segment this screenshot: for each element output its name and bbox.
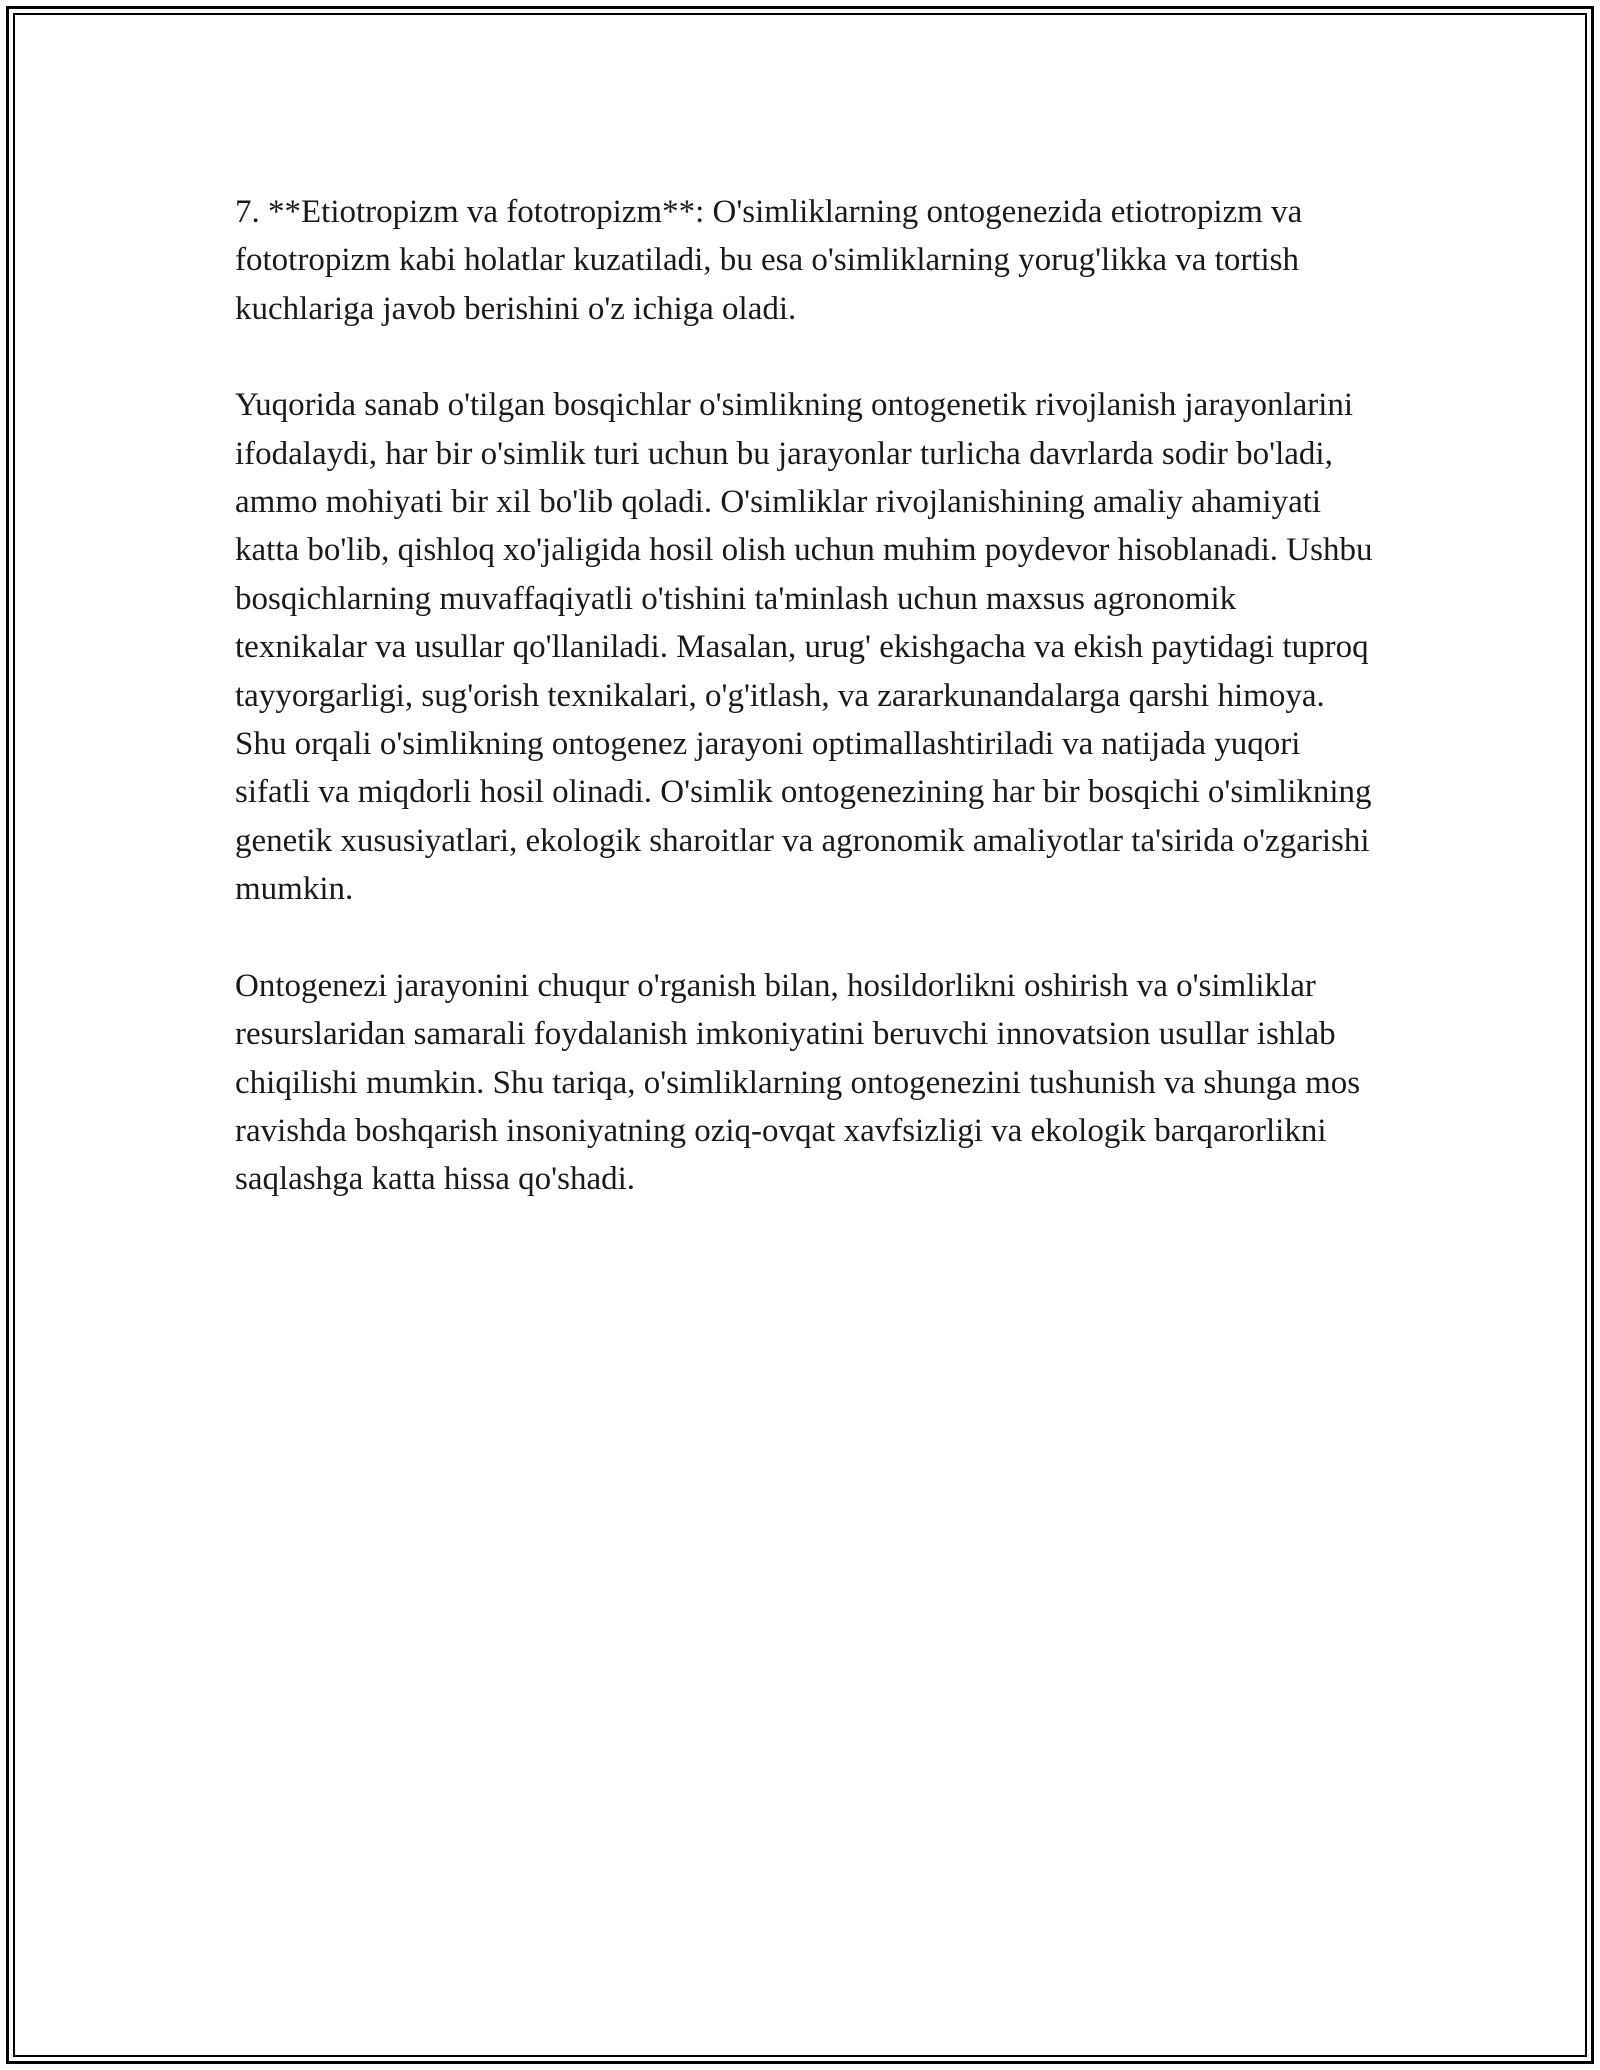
paragraph-etiotropism: 7. **Etiotropizm va fototropizm**: O'simliklarning ontogenezida etiotropizm va fototropizm kabi holatlar kuzatiladi, bu esa o'simliklarning yorug'likka va tortish kuchlariga javob berishini o'z ichiga oladi. xyxy=(235,194,1303,327)
paragraph-conclusion: Ontogenezi jarayonini chuqur o'rganish bilan, hosildorlikni oshirish va o'simliklar resurslaridan samarali foydalanish imkoniyatini beruvchi innovatsion usullar ishlab chiqilishi mumkin. Shu tariqa, o'simliklarning ontogenezini tushunish va shunga mos ravishda boshqarish insoniyatning oziq-ovqat xavfsizligi va ekologik barqarorlikni saqlashga katta hissa qo'shadi. xyxy=(235,967,1361,1198)
document-body xyxy=(235,188,1375,1252)
paragraph-stages-summary: Yuqorida sanab o'tilgan bosqichlar o'simlikning ontogenetik rivojlanish jarayonlarini ifodalaydi, har bir o'simlik turi uchun bu jarayonlar turlicha davrlarda sodir bo'ladi, ammo mohiyati bir xil bo'lib qoladi. O'simliklar rivojlanishining amaliy ahamiyati katta bo'lib, qishloq xo'jaligida hosil olish uchun muhim poydevor hisoblanadi. Ushbu bosqichlarning muvaffaqiyatli o'tishini ta'minlash uchun maxsus agronomik texnikalar va usullar qo'llaniladi. Masalan, urug' ekishgacha va ekish paytidagi tuproq tayyorgarligi, sug'orish texnikalari, o'g'itlash, va zararkunandalarga qarshi himoya. Shu orqali o'simlikning ontogenez jarayoni optimallashtiriladi va natijada yuqori sifatli va miqdorli hosil olinadi. O'simlik ontogenezining har bir bosqichi o'simlikning genetik xususiyatlari, ekologik sharoitlar va agronomik amaliyotlar ta'sirida o'zgarishi mumkin. xyxy=(235,387,1373,908)
